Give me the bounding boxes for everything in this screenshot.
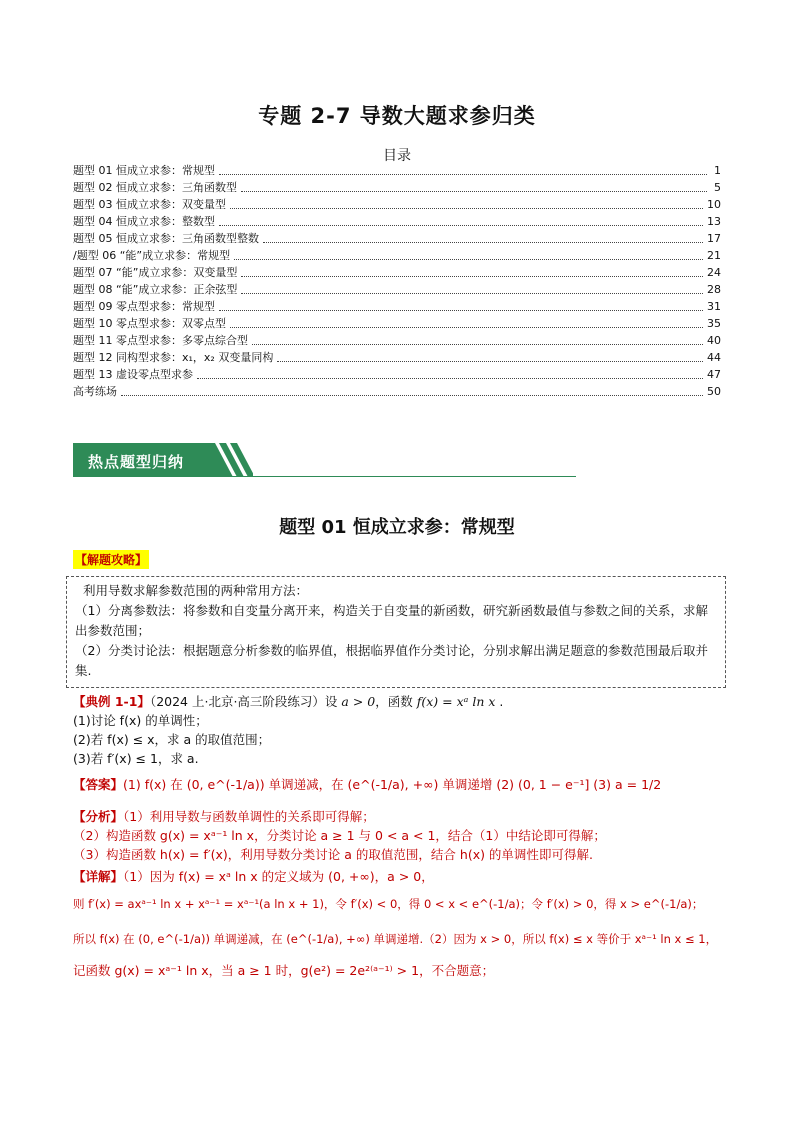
toc-entry-label: 题型 09 零点型求参：常规型	[73, 300, 215, 313]
toc-leader-dots	[241, 276, 703, 277]
detail-line-4: 记函数 g(x) = xᵃ⁻¹ ln x，当 a ≥ 1 时，g(e²) = 2e²⁽ᵃ⁻¹⁾ > 1，不合题意；	[73, 963, 495, 978]
toc-leader-dots	[219, 225, 703, 226]
tips-box	[66, 576, 726, 688]
toc-entry-label: 题型 12 同构型求参：x₁，x₂ 双变量同构	[73, 351, 274, 364]
toc-entry[interactable]	[73, 264, 721, 280]
toc-entry-page: 47	[707, 368, 721, 381]
toc-entry-label: 题型 05 恒成立求参：三角函数型整数	[73, 232, 259, 245]
toc-entry[interactable]	[73, 247, 721, 263]
toc-leader-dots	[241, 293, 703, 294]
toc-entry-label: 题型 10 零点型求参：双零点型	[73, 317, 226, 330]
toc-leader-dots	[241, 191, 707, 192]
banner-label: 热点题型归纳	[88, 453, 185, 471]
answer-text: (1) f(x) 在 (0, e^(-1/a)) 单调递减，在 (e^(-1/a), +∞) 单调递增 (2) (0, 1 − e⁻¹] (3) a = 1/2	[123, 777, 662, 792]
detail-line-2: 则 f′(x) = axᵃ⁻¹ ln x + xᵃ⁻¹ = xᵃ⁻¹(a ln x + 1)，令 f′(x) < 0，得 0 < x < e^(-1/a)；令 f′(x) > 0，得 x > e^(-1/a)；	[73, 897, 704, 911]
toc-entry-page: 40	[707, 334, 721, 347]
question-3: (3)若 f′(x) ≤ 1，求 a.	[73, 751, 199, 766]
toc-entry-label: 题型 01 恒成立求参：常规型	[73, 164, 215, 177]
toc-leader-dots	[219, 174, 707, 175]
toc-entry-page: 31	[707, 300, 721, 313]
example-condition: a > 0	[341, 694, 376, 709]
toc-leader-dots	[121, 395, 703, 396]
toc-leader-dots	[230, 327, 703, 328]
toc-entry-label: 题型 04 恒成立求参：整数型	[73, 215, 215, 228]
example-source: （2024 上·北京·高三阶段练习）	[149, 694, 325, 709]
detail-text: （1）因为 f(x) = xᵃ ln x 的定义域为 (0, +∞)，a > 0，	[123, 869, 434, 884]
toc-entry[interactable]	[73, 179, 721, 195]
toc-entry-label: 题型 02 恒成立求参：三角函数型	[73, 181, 237, 194]
toc-entry[interactable]	[73, 162, 721, 178]
tips-label: 【解题攻略】	[73, 550, 149, 569]
toc-entry-page: 44	[707, 351, 721, 364]
banner-underline	[73, 476, 576, 477]
toc-entry-page: 28	[707, 283, 721, 296]
analysis-text: （1）利用导数与函数单调性的关系即可得解；	[123, 809, 375, 824]
section-title: 题型 01 恒成立求参：常规型	[279, 517, 515, 538]
toc-entry[interactable]	[73, 213, 721, 229]
toc-entry-label: 题型 03 恒成立求参：双变量型	[73, 198, 226, 211]
toc-entry[interactable]	[73, 281, 721, 297]
document-title: 专题 2-7 导数大题求参归类	[258, 104, 536, 128]
toc-entry-label: 题型 13 虚设零点型求参	[73, 368, 193, 381]
toc-entry-page: 24	[707, 266, 721, 279]
question-1: (1)讨论 f(x) 的单调性；	[73, 713, 208, 728]
toc-entry[interactable]	[73, 383, 721, 399]
toc-entry[interactable]	[73, 298, 721, 314]
toc-entry-label: 题型 08 “能”成立求参：正余弦型	[73, 283, 238, 296]
toc-entry-page: 13	[707, 215, 721, 228]
analysis-line-3: （3）构造函数 h(x) = f′(x)，利用导数分类讨论 a 的取值范围，结合 h(x) 的单调性即可得解.	[73, 847, 593, 862]
toc-entry[interactable]	[73, 366, 721, 382]
example-tag: 【典例 1-1】	[73, 694, 150, 709]
toc-entry-label: 题型 11 零点型求参：多零点综合型	[73, 334, 248, 347]
example-stem-text: 设	[324, 694, 338, 709]
tips-intro: 利用导数求解参数范围的两种常用方法：	[83, 583, 309, 598]
analysis-tag: 【分析】	[73, 809, 124, 824]
analysis-line-1	[73, 808, 375, 826]
tips-method-2: （2）分类讨论法：根据题意分析参数的临界值，根据临界值作分类讨论，分别求解出满足题意的参数范围最后取并集.	[75, 643, 708, 678]
toc-leader-dots	[197, 378, 703, 379]
toc-entry[interactable]	[73, 230, 721, 246]
toc-leader-dots	[230, 208, 703, 209]
toc-entry-page: 50	[707, 385, 721, 398]
toc-entry-page: 17	[707, 232, 721, 245]
detail-line-3: 所以 f(x) 在 (0, e^(-1/a)) 单调递减，在 (e^(-1/a), +∞) 单调递增.（2）因为 x > 0，所以 f(x) ≤ x 等价于 xᵃ⁻¹ ln x ≤ 1，	[73, 932, 718, 946]
toc-leader-dots	[219, 310, 703, 311]
answer-tag: 【答案】	[73, 777, 124, 792]
analysis-line-2: （2）构造函数 g(x) = xᵃ⁻¹ ln x，分类讨论 a ≥ 1 与 0 < a < 1，结合（1）中结论即可得解；	[73, 828, 606, 843]
toc-entry-page: 35	[707, 317, 721, 330]
example-stem-text: ，函数	[375, 694, 413, 709]
detail-tag: 【详解】	[73, 869, 124, 884]
toc-entry[interactable]	[73, 196, 721, 212]
toc-leader-dots	[252, 344, 703, 345]
toc-entry-page: 21	[707, 249, 721, 262]
toc-entry-label: 题型 07 “能”成立求参：双变量型	[73, 266, 238, 279]
answer-line	[73, 776, 661, 794]
toc-entry-label: /题型 06 “能”成立求参：常规型	[73, 249, 231, 262]
toc-heading: 目录	[383, 148, 411, 164]
toc-leader-dots	[234, 259, 703, 260]
toc-entry[interactable]	[73, 349, 721, 365]
example-stem: 【典例 1-1】（2024 上·北京·高三阶段练习）设 a > 0，函数 f(x) = xᵃ ln x .	[73, 694, 504, 709]
toc-entry[interactable]	[73, 315, 721, 331]
toc-entry-page: 1	[714, 164, 721, 177]
example-function: f(x) = xᵃ ln x	[416, 694, 496, 709]
toc-leader-dots	[277, 361, 703, 362]
toc-entry[interactable]	[73, 332, 721, 348]
tips-method-1: （1）分离参数法：将参数和自变量分离开来，构造关于自变量的新函数，研究新函数最值与参数之间的关系，求解出参数范围；	[75, 603, 708, 638]
toc-entry-page: 5	[714, 181, 721, 194]
question-2: (2)若 f(x) ≤ x，求 a 的取值范围；	[73, 732, 271, 747]
detail-line-1	[73, 868, 434, 886]
toc-entry-page: 10	[707, 198, 721, 211]
toc-entry-label: 高考练场	[73, 385, 117, 398]
toc-leader-dots	[263, 242, 703, 243]
